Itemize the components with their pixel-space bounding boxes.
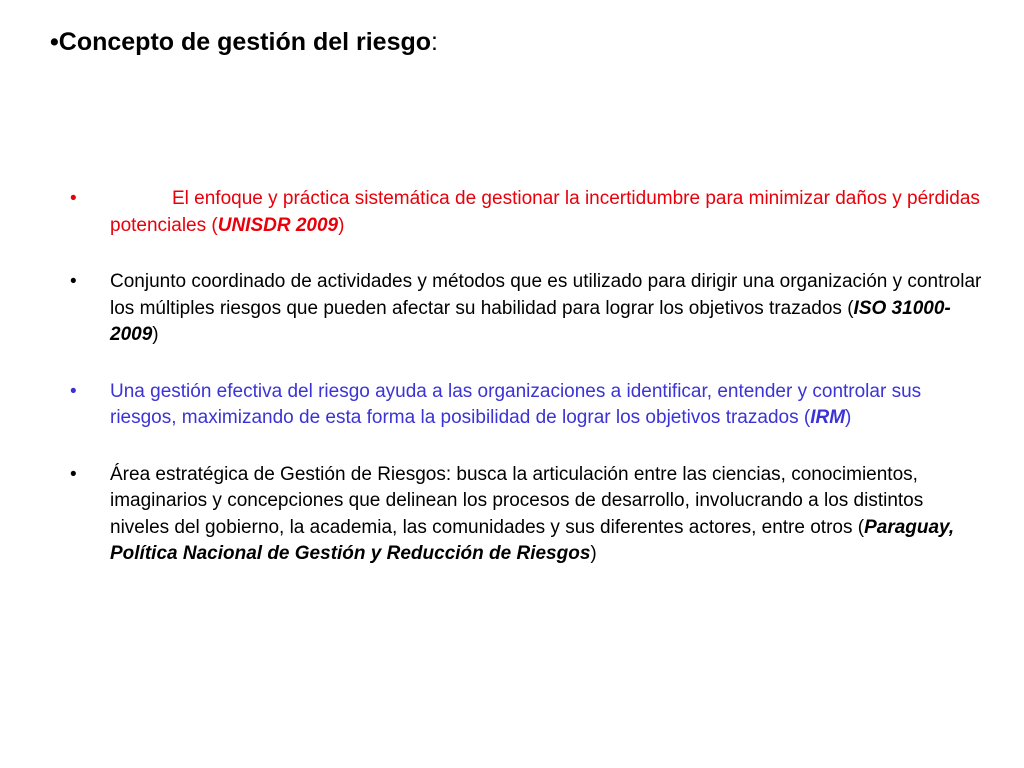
title-suffix: : (431, 28, 438, 56)
bullet-marker: • (70, 188, 77, 209)
bullet-close: ) (338, 214, 345, 236)
bullet-text: El enfoque y práctica sistemática de gestionar la incertidumbre para minimizar daños y pérdidas potenciales ( (110, 188, 980, 236)
bullet-source: ISO 31000-2009 (110, 297, 951, 345)
bullet-text: Área estratégica de Gestión de Riesgos: busca la articulación entre las ciencias, conocimientos, imaginarios y concepciones que delinean los procesos de desarrollo, involucrando a los distintos niveles del gobierno, la academia, las comunidades y sus diferentes actores, entre otros ( (110, 463, 924, 538)
title-bullet: • (50, 28, 59, 56)
bullet-source: IRM (810, 407, 846, 428)
bullet-close: ) (590, 543, 597, 564)
bullet-source: Paraguay, Política Nacional de Gestión y Reducción de Riesgos (110, 516, 955, 564)
bullet-marker: • (70, 380, 77, 402)
bullet-irm (70, 379, 985, 432)
title-text: Concepto de gestión del riesgo (58, 28, 432, 56)
bullet-marker: • (70, 271, 77, 292)
slide-title (50, 28, 438, 57)
bullet-paraguay (70, 462, 985, 568)
bullet-iso (70, 269, 985, 349)
bullet-text: Conjunto coordinado de actividades y métodos que es utilizado para dirigir una organización y controlar los múltiples riesgos que pueden afectar su habilidad para lograr los objetivos trazados ( (110, 271, 982, 319)
bullet-text: Una gestión efectiva del riesgo ayuda a las organizaciones a identificar, entender y controlar sus riesgos, maximizando de esta forma la posibilidad de lograr los objetivos trazados ( (110, 380, 922, 428)
bullet-close: ) (845, 407, 852, 428)
bullet-marker: • (70, 463, 77, 485)
bullet-list (70, 186, 985, 598)
bullet-source: UNISDR 2009 (217, 214, 339, 236)
bullet-close: ) (152, 324, 159, 345)
bullet-unisdr (70, 186, 985, 239)
